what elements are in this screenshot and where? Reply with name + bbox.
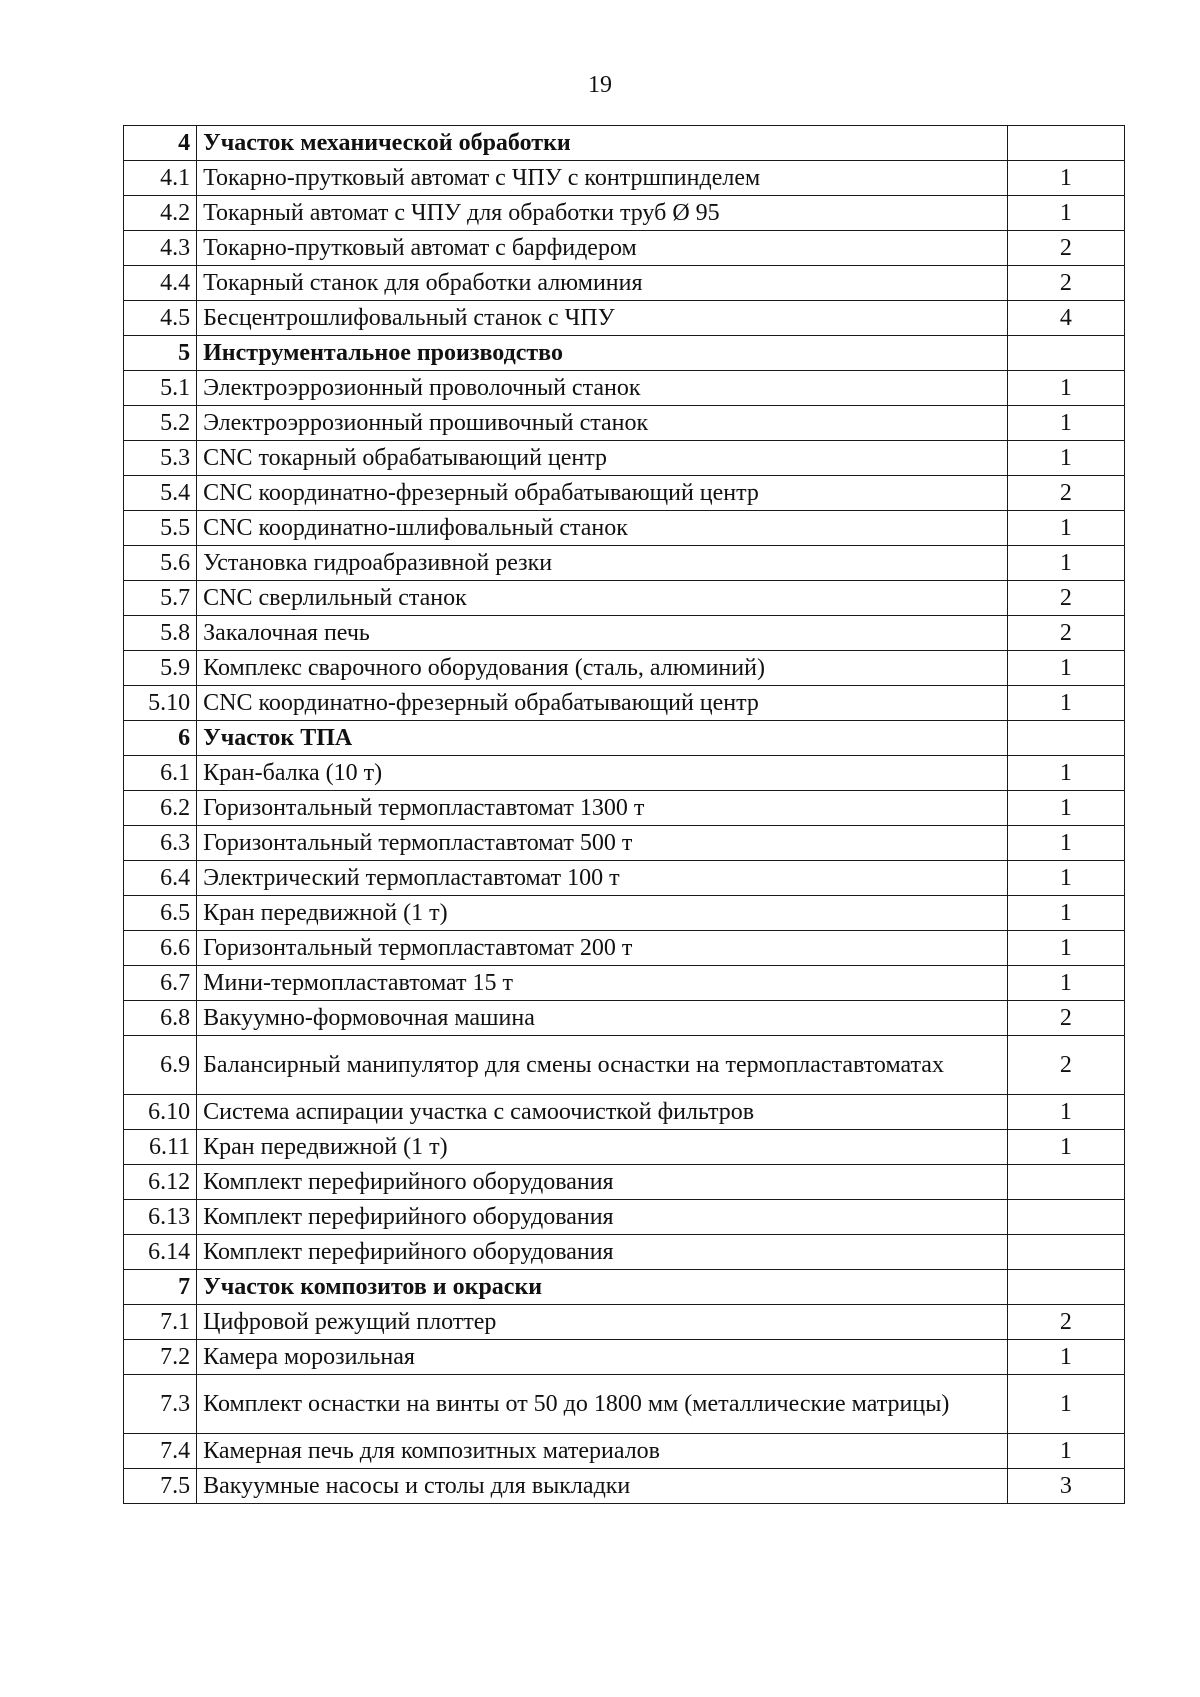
table-row — [124, 756, 1125, 791]
equipment-name: Кран передвижной (1 т) — [197, 1130, 1008, 1165]
section-title: Участок ТПА — [197, 721, 1008, 756]
row-number: 6.12 — [124, 1165, 197, 1200]
table-row — [124, 581, 1125, 616]
table-row — [124, 861, 1125, 896]
equipment-name: CNC координатно-фрезерный обрабатывающий центр — [197, 476, 1008, 511]
equipment-quantity: 1 — [1007, 686, 1124, 721]
equipment-quantity: 1 — [1007, 861, 1124, 896]
equipment-name: Балансирный манипулятор для смены оснастки на термопластавтоматах — [197, 1036, 1008, 1095]
row-number: 6.14 — [124, 1235, 197, 1270]
row-number: 6.5 — [124, 896, 197, 931]
table-row — [124, 1036, 1125, 1095]
section-row — [124, 336, 1125, 371]
equipment-quantity: 1 — [1007, 1130, 1124, 1165]
equipment-name: Закалочная печь — [197, 616, 1008, 651]
row-number: 6.8 — [124, 1001, 197, 1036]
equipment-name: Токарный автомат с ЧПУ для обработки труб Ø 95 — [197, 196, 1008, 231]
equipment-name: Комплекс сварочного оборудования (сталь, алюминий) — [197, 651, 1008, 686]
row-number: 6.4 — [124, 861, 197, 896]
equipment-quantity: 1 — [1007, 546, 1124, 581]
table-row — [124, 1434, 1125, 1469]
equipment-quantity: 2 — [1007, 581, 1124, 616]
section-row — [124, 126, 1125, 161]
equipment-quantity — [1007, 1270, 1124, 1305]
equipment-quantity: 1 — [1007, 1434, 1124, 1469]
table-row — [124, 1200, 1125, 1235]
row-number: 6 — [124, 721, 197, 756]
equipment-quantity: 2 — [1007, 1305, 1124, 1340]
row-number: 5.3 — [124, 441, 197, 476]
table-row — [124, 1095, 1125, 1130]
row-number: 5.4 — [124, 476, 197, 511]
table-row — [124, 931, 1125, 966]
equipment-quantity: 4 — [1007, 301, 1124, 336]
equipment-name: Комплект перефирийного оборудования — [197, 1200, 1008, 1235]
row-number: 7.5 — [124, 1469, 197, 1504]
row-number: 6.2 — [124, 791, 197, 826]
row-number: 6.13 — [124, 1200, 197, 1235]
equipment-name: Горизонтальный термопластавтомат 1300 т — [197, 791, 1008, 826]
equipment-quantity: 1 — [1007, 406, 1124, 441]
equipment-quantity: 1 — [1007, 756, 1124, 791]
equipment-name: Система аспирации участка с самоочисткой фильтров — [197, 1095, 1008, 1130]
row-number: 6.6 — [124, 931, 197, 966]
row-number: 5.1 — [124, 371, 197, 406]
equipment-quantity: 2 — [1007, 616, 1124, 651]
equipment-name: Электроэррозионный проволочный станок — [197, 371, 1008, 406]
row-number: 6.10 — [124, 1095, 197, 1130]
row-number: 4.3 — [124, 231, 197, 266]
equipment-quantity — [1007, 336, 1124, 371]
equipment-quantity: 3 — [1007, 1469, 1124, 1504]
row-number: 5.9 — [124, 651, 197, 686]
table-row — [124, 1375, 1125, 1434]
equipment-name: Вакуумные насосы и столы для выкладки — [197, 1469, 1008, 1504]
equipment-name: Электрический термопластавтомат 100 т — [197, 861, 1008, 896]
equipment-quantity: 1 — [1007, 371, 1124, 406]
table-row — [124, 1165, 1125, 1200]
table-row — [124, 1130, 1125, 1165]
table-row — [124, 686, 1125, 721]
table-row — [124, 966, 1125, 1001]
equipment-quantity: 1 — [1007, 826, 1124, 861]
equipment-name: Кран передвижной (1 т) — [197, 896, 1008, 931]
table-row — [124, 266, 1125, 301]
equipment-name: CNC токарный обрабатывающий центр — [197, 441, 1008, 476]
equipment-name: Горизонтальный термопластавтомат 500 т — [197, 826, 1008, 861]
equipment-quantity: 1 — [1007, 791, 1124, 826]
equipment-quantity — [1007, 721, 1124, 756]
table-row — [124, 1305, 1125, 1340]
equipment-quantity: 2 — [1007, 476, 1124, 511]
equipment-name: Цифровой режущий плоттер — [197, 1305, 1008, 1340]
equipment-quantity: 1 — [1007, 651, 1124, 686]
table-row — [124, 791, 1125, 826]
equipment-name: Комплект перефирийного оборудования — [197, 1165, 1008, 1200]
equipment-name: Кран-балка (10 т) — [197, 756, 1008, 791]
table-row — [124, 616, 1125, 651]
row-number: 7.4 — [124, 1434, 197, 1469]
equipment-name: Электроэррозионный прошивочный станок — [197, 406, 1008, 441]
row-number: 4.5 — [124, 301, 197, 336]
table-row — [124, 371, 1125, 406]
row-number: 5.10 — [124, 686, 197, 721]
section-title: Участок механической обработки — [197, 126, 1008, 161]
row-number: 5.7 — [124, 581, 197, 616]
page-number: 19 — [588, 72, 612, 98]
equipment-quantity: 1 — [1007, 511, 1124, 546]
equipment-quantity: 1 — [1007, 1340, 1124, 1375]
table-row — [124, 1469, 1125, 1504]
row-number: 5.8 — [124, 616, 197, 651]
equipment-quantity: 2 — [1007, 1036, 1124, 1095]
table-row — [124, 441, 1125, 476]
table-row — [124, 651, 1125, 686]
table-row — [124, 896, 1125, 931]
equipment-name: Камера морозильная — [197, 1340, 1008, 1375]
equipment-name: Вакуумно-формовочная машина — [197, 1001, 1008, 1036]
table-row — [124, 161, 1125, 196]
equipment-name: Горизонтальный термопластавтомат 200 т — [197, 931, 1008, 966]
equipment-quantity: 1 — [1007, 196, 1124, 231]
equipment-quantity: 2 — [1007, 231, 1124, 266]
section-row — [124, 1270, 1125, 1305]
row-number: 5.5 — [124, 511, 197, 546]
equipment-name: Комплект оснастки на винты от 50 до 1800 мм (металлические матрицы) — [197, 1375, 1008, 1434]
table-row — [124, 1235, 1125, 1270]
row-number: 6.3 — [124, 826, 197, 861]
equipment-table-body — [124, 126, 1125, 1504]
equipment-quantity — [1007, 1235, 1124, 1270]
row-number: 6.7 — [124, 966, 197, 1001]
table-row — [124, 546, 1125, 581]
table-row — [124, 476, 1125, 511]
table-row — [124, 826, 1125, 861]
equipment-quantity: 1 — [1007, 966, 1124, 1001]
equipment-name: Токарно-прутковый автомат с ЧПУ с контршпинделем — [197, 161, 1008, 196]
equipment-quantity: 1 — [1007, 161, 1124, 196]
equipment-quantity — [1007, 1200, 1124, 1235]
equipment-quantity: 1 — [1007, 1095, 1124, 1130]
equipment-name: Мини-термопластавтомат 15 т — [197, 966, 1008, 1001]
equipment-quantity: 1 — [1007, 441, 1124, 476]
row-number: 5.2 — [124, 406, 197, 441]
equipment-name: Бесцентрошлифовальный станок с ЧПУ — [197, 301, 1008, 336]
row-number: 4.2 — [124, 196, 197, 231]
equipment-name: Токарный станок для обработки алюминия — [197, 266, 1008, 301]
row-number: 4.1 — [124, 161, 197, 196]
equipment-name: CNC координатно-фрезерный обрабатывающий центр — [197, 686, 1008, 721]
row-number: 4.4 — [124, 266, 197, 301]
table-row — [124, 1340, 1125, 1375]
table-row — [124, 1001, 1125, 1036]
equipment-table — [123, 125, 1125, 1504]
row-number: 6.9 — [124, 1036, 197, 1095]
table-row — [124, 511, 1125, 546]
equipment-quantity: 1 — [1007, 896, 1124, 931]
row-number: 7.1 — [124, 1305, 197, 1340]
equipment-quantity: 1 — [1007, 931, 1124, 966]
table-row — [124, 196, 1125, 231]
row-number: 7.2 — [124, 1340, 197, 1375]
row-number: 7 — [124, 1270, 197, 1305]
equipment-name: Камерная печь для композитных материалов — [197, 1434, 1008, 1469]
equipment-quantity: 1 — [1007, 1375, 1124, 1434]
row-number: 6.1 — [124, 756, 197, 791]
row-number: 5 — [124, 336, 197, 371]
equipment-name: Комплект перефирийного оборудования — [197, 1235, 1008, 1270]
equipment-name: Установка гидроабразивной резки — [197, 546, 1008, 581]
equipment-name: CNC координатно-шлифовальный станок — [197, 511, 1008, 546]
equipment-quantity — [1007, 126, 1124, 161]
section-row — [124, 721, 1125, 756]
equipment-quantity: 2 — [1007, 266, 1124, 301]
row-number: 5.6 — [124, 546, 197, 581]
section-title: Участок композитов и окраски — [197, 1270, 1008, 1305]
equipment-name: CNC сверлильный станок — [197, 581, 1008, 616]
row-number: 6.11 — [124, 1130, 197, 1165]
row-number: 4 — [124, 126, 197, 161]
equipment-quantity: 2 — [1007, 1001, 1124, 1036]
table-row — [124, 301, 1125, 336]
table-row — [124, 406, 1125, 441]
equipment-name: Токарно-прутковый автомат с барфидером — [197, 231, 1008, 266]
row-number: 7.3 — [124, 1375, 197, 1434]
table-row — [124, 231, 1125, 266]
equipment-quantity — [1007, 1165, 1124, 1200]
section-title: Инструментальное производство — [197, 336, 1008, 371]
